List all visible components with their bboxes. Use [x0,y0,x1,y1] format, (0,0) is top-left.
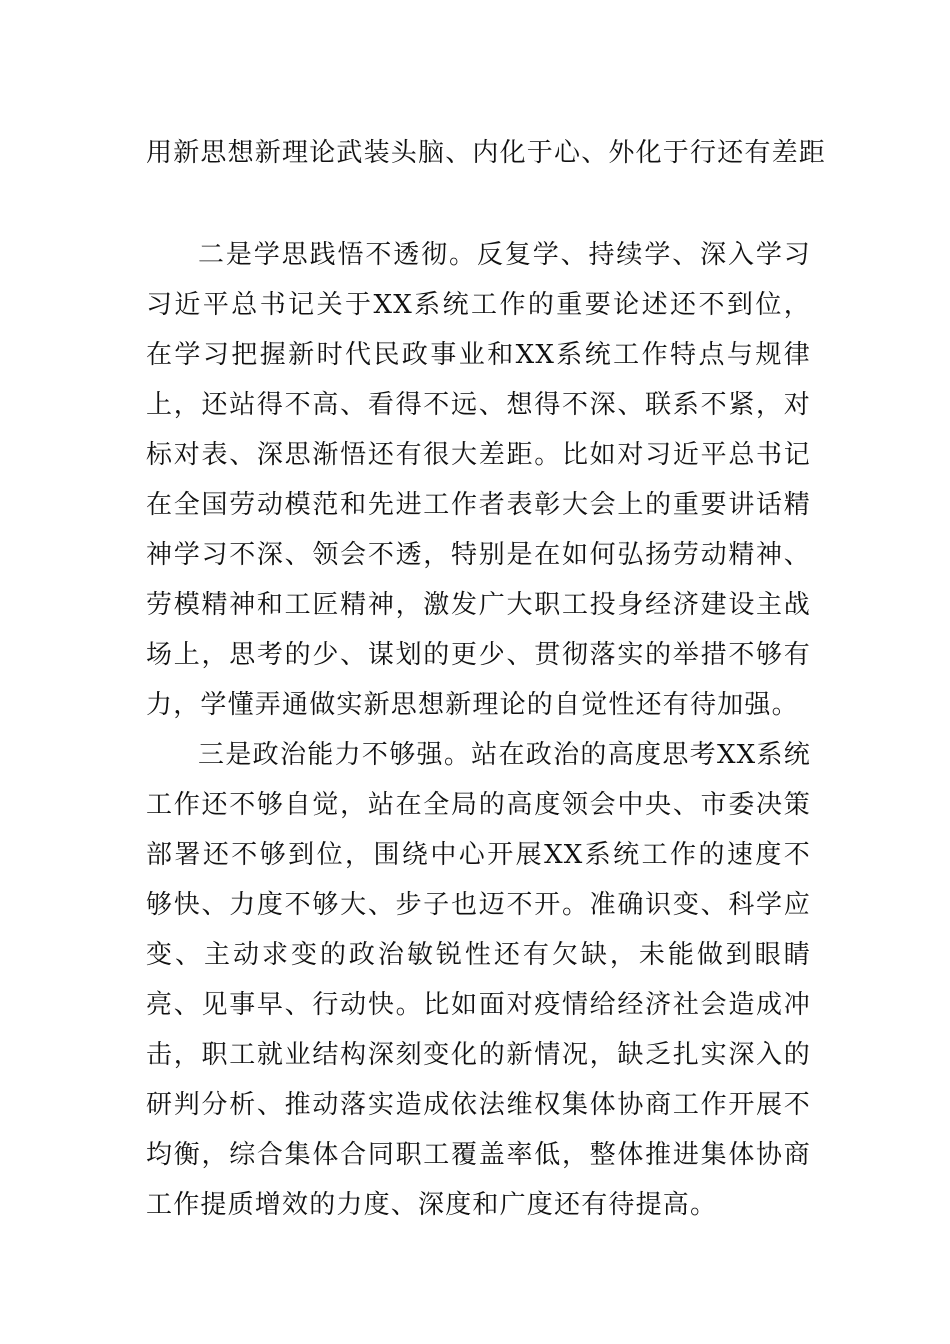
document-body [146,128,827,1230]
paragraph-political-ability: 三是政治能力不够强。站在政治的高度思考XX系统工作还不够自觉，站在全局的高度领会中央、市委决策部署还不够到位，围绕中心开展XX系统工作的速度不够快、力度不够大、步子也迈不开。准确识变、科学应变、主动求变的政治敏锐性还有欠缺，未能做到眼睛亮、见事早、行动快。比如面对疫情给经济社会造成冲击，职工就业结构深刻变化的新情况，缺乏扎实深入的研判分析、推动落实造成依法维权集体协商工作开展不均衡，综合集体合同职工覆盖率低，整体推进集体协商工作提质增效的力度、深度和广度还有待提高。 [146,740,811,1220]
continued-heading-line: 用新思想新理论武装头脑、内化于心、外化于行还有差距 [146,138,827,168]
paragraph-spacer [146,178,811,230]
paragraph-study-practice: 二是学思践悟不透彻。反复学、持续学、深入学习习近平总书记关于XX系统工作的重要论述还不到位，在学习把握新时代民政事业和XX系统工作特点与规律上，还站得不高、看得不远、想得不深、联系不紧，对标对表、深思渐悟还有很大差距。比如对习近平总书记在全国劳动模范和先进工作者表彰大会上的重要讲话精神学习不深、领会不透，特别是在如何弘扬劳动精神、劳模精神和工匠精神，激发广大职工投身经济建设主战场上，思考的少、谋划的更少、贯彻落实的举措不够有力，学懂弄通做实新思想新理论的自觉性还有待加强。 [146,240,811,720]
